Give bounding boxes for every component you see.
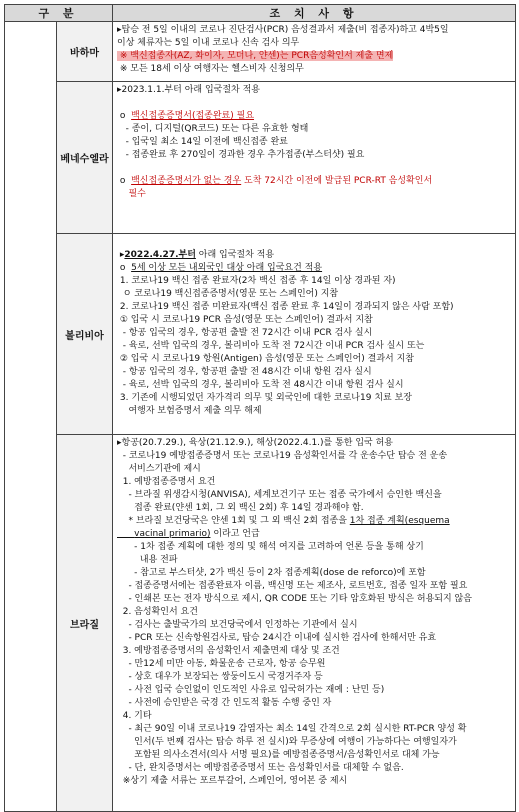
measure-text-segment: ㅇ 코로나19 백신접종증명서(영문 또는 스페인어) 지참: [117, 289, 339, 299]
measure-text-segment: - 단, 완치증명서는 예방접종증명서 또는 음성확인서를 대체할 수 없음.: [117, 763, 404, 773]
country-name: 볼리비아: [57, 234, 113, 435]
measure-line: [117, 175, 511, 188]
measure-text-segment: 1차 접종 계획(esquema: [349, 516, 450, 526]
measure-line: [117, 619, 511, 632]
measure-line: [117, 123, 511, 136]
measure-line: [117, 515, 511, 528]
measure-line: [117, 379, 511, 392]
measure-text-segment: [117, 163, 120, 173]
measure-text-segment: - 육로, 선박 입국의 경우, 볼리비아 도착 전 48시간 이내 항원 검사 실시: [117, 380, 404, 390]
measure-text-segment: ▸항공(20.7.29.), 육상(21.12.9.), 해상(2022.4.1.)를 통한 입국 허용: [117, 438, 393, 448]
measure-text-segment: - 코로나19 예방접종증명서 또는 코로나19 음성확인서를 각 운송수단 탑승 전 운송: [117, 451, 448, 461]
measure-text-segment: 백신접종증명서가 없는 경우: [131, 176, 242, 186]
measure-line: [117, 236, 511, 249]
measure-text-segment: [117, 419, 120, 429]
measure-line: [117, 476, 511, 489]
measure-text-segment: * 브라질 보건당국은 얀센 1회 및 그 외 백신 2회 접종을: [117, 516, 350, 526]
measure-text-segment: 2. 코로나19 백신 접종 미완료자(백신 접종 완료 후 14일이 경과되지 않은 사람 포함): [117, 302, 454, 312]
measure-line: [117, 723, 511, 736]
measure-line: [117, 405, 511, 418]
measure-line: [117, 63, 511, 76]
measure-text-segment: 도착 72시간 이전에 발급된 PCR-RT 음성확인서: [241, 176, 433, 186]
measure-text-segment: 내용 전파: [117, 555, 178, 565]
measure-text-segment: o: [117, 176, 132, 186]
measure-text-segment: ▸2023.1.1.부터 아래 입국절차 적용: [117, 85, 260, 95]
country-measures: [113, 234, 516, 435]
measures-text: [113, 234, 515, 434]
measure-line: [117, 775, 511, 788]
measure-line: [117, 554, 511, 567]
table-row: [5, 234, 516, 435]
measure-line: [117, 606, 511, 619]
measure-line: [117, 149, 511, 162]
measure-text-segment: o: [117, 263, 132, 273]
entry-measures-table: [4, 4, 516, 812]
measure-text-segment: 서비스기관에 제시: [117, 464, 201, 474]
measure-line: [117, 749, 511, 762]
measure-line: [117, 353, 511, 366]
measure-text-segment: 아래 입국절차 적용: [195, 250, 275, 260]
measure-text-segment: ① 입국 시 코로나19 PCR 음성(영문 또는 스페인어) 결과서 지참: [117, 315, 373, 325]
measure-text-segment: - 종이, 디지털(QR코드) 또는 다른 유효한 형태: [117, 124, 309, 134]
measures-header: 조 치 사 항: [113, 5, 516, 22]
measure-text-segment: - 만12세 미만 아동, 화물운송 근로자, 항공 승무원: [117, 659, 326, 669]
measure-line: [117, 502, 511, 515]
country-measures: [113, 435, 516, 812]
country-name: 브라질: [57, 435, 113, 812]
country-name: 바하마: [57, 22, 113, 82]
measure-line: [117, 418, 511, 431]
measure-text-segment: - 검사는 출발국가의 보건당국에서 인정하는 기관에서 실시: [117, 620, 358, 630]
measure-text-segment: - 최근 90일 이내 코로나19 감염자는 최소 14일 간격으로 2회 실시한 RT-PCR 양성 확: [117, 724, 467, 734]
measure-text-segment: 포함된 의사소견서(의사 서명 필요)를 예방접종증명서/음성확인서로 대체 가능: [117, 750, 440, 760]
measure-line: [117, 327, 511, 340]
measure-line: [117, 24, 511, 37]
measure-text-segment: - 인쇄본 또는 전자 방식으로 제시, QR CODE 또는 기타 암호화된 방식은 허용되지 않음: [117, 594, 472, 604]
measures-text: [113, 82, 515, 204]
measure-text-segment: ※ 모든 18세 이상 여행자는 헬스비자 신청의무: [117, 64, 304, 74]
measure-line: [117, 110, 511, 123]
measure-line: [117, 489, 511, 502]
country-measures: [113, 82, 516, 234]
measure-text-segment: 여행자 보험증명서 제출 의무 해제: [117, 406, 262, 416]
measure-line: [117, 366, 511, 379]
measure-line: [117, 528, 511, 541]
measure-line: [117, 580, 511, 593]
measure-text-segment: ② 입국 시 코로나19 항원(Antigen) 음성(영문 또는 스페인어) 결과서 지참: [117, 354, 414, 364]
measures-text: [113, 435, 515, 791]
measure-text-segment: - 항공 입국의 경우, 항공편 출발 전 48시간 이내 항원 검사 실시: [117, 367, 372, 377]
table-row: [5, 435, 516, 812]
measure-line: [117, 84, 511, 97]
measure-line: [117, 710, 511, 723]
measure-text-segment: - 상호 대우가 보장되는 쌍둥이도시 국경거주자 등: [117, 672, 323, 682]
measure-text-segment: - 항공 입국의 경우, 항공편 출발 전 72시간 이내 PCR 검사 실시: [117, 328, 373, 338]
measure-text-segment: 4. 기타: [117, 711, 152, 721]
measure-text-segment: 3. 예방접종증명서의 음성확인서 제출면제 대상 및 조건: [117, 646, 340, 656]
measure-text-segment: - PCR 또는 신속항원검사로, 탑승 24시간 이내에 실시한 검사에 한해서만 유효: [117, 633, 437, 643]
measure-line: [117, 288, 511, 301]
measure-text-segment: 2022.4.27.부터: [124, 250, 196, 260]
table-header-row: [5, 5, 516, 22]
measure-line: [117, 645, 511, 658]
table-row: [5, 82, 516, 234]
measure-text-segment: - 참고로 부스터샷, 2가 백신 등이 2차 접종계획(dose de reforco)에 포함: [117, 568, 426, 578]
measure-text-segment: - 입국일 최소 14일 이전에 백신접종 완료: [117, 137, 288, 147]
measure-line: [117, 188, 511, 201]
measure-line: [117, 275, 511, 288]
measure-line: [117, 671, 511, 684]
measure-line: [117, 437, 511, 450]
measure-line: [117, 50, 511, 63]
measure-text-segment: 이상 체류자는 5일 이내 코로나 신속 검사 의무: [117, 38, 300, 48]
measure-text-segment: - 브라질 위생감시청(ANVISA), 세계보건기구 또는 접종 국가에서 승인한 백신을: [117, 490, 442, 500]
measure-text-segment: [117, 237, 120, 247]
measure-line: [117, 567, 511, 580]
measure-text-segment: 필수: [117, 189, 146, 199]
measure-text-segment: - 사전에 승인받은 국경 간 인도적 활동 수행 중인 자: [117, 698, 332, 708]
measures-text: [113, 22, 515, 79]
measure-line: [117, 162, 511, 175]
measure-line: [117, 97, 511, 110]
measure-line: [117, 340, 511, 353]
measure-text-segment: 이라고 언급: [210, 529, 260, 539]
measure-text-segment: 접종 완료(얀센 1회, 그 외 백신 2회) 후 14일 경과해야 함.: [117, 503, 364, 513]
measure-text-segment: 인서(두 번째 검사는 탑승 하루 전 실시)와 무증상에 여행이 가능하다는 여행일자가: [117, 737, 457, 747]
measure-text-segment: - 육로, 선박 입국의 경우, 볼리비아 도착 전 72시간 이내 PCR 검사 실시 또는: [117, 341, 425, 351]
measure-line: [117, 697, 511, 710]
measure-text-segment: ▸: [117, 250, 125, 260]
measure-line: [117, 301, 511, 314]
measure-text-segment: - 접종완료 후 270일이 경과한 경우 추가접종(부스터샷) 필요: [117, 150, 365, 160]
measure-line: [117, 136, 511, 149]
measure-line: [117, 314, 511, 327]
measure-text-segment: - 사전 입국 승인없이 인도적인 사유로 입국허가는 재예 : 난민 등): [117, 685, 385, 695]
measure-line: [117, 262, 511, 275]
region-blank-cell: [5, 22, 57, 812]
measure-text-segment: 3. 기존에 시행되었던 자가격리 의무 및 외국인에 대한 코로나19 치료 보장: [117, 393, 412, 403]
measure-line: [117, 736, 511, 749]
measure-line: [117, 249, 511, 262]
measure-line: [117, 684, 511, 697]
measure-text-segment: - 접종증명서에는 접종완료자 이름, 백신명 또는 제조사, 로트번호, 접종 일자 포함 필요: [117, 581, 468, 591]
measure-text-segment: 백신접종증명서(접종완료) 필요: [131, 111, 255, 121]
measure-text-segment: vacinal primario): [117, 529, 211, 539]
measure-line: [117, 463, 511, 476]
measure-line: [117, 541, 511, 554]
measure-text-segment: ※ 백신접종자(AZ, 화이자, 모더나, 얀센)는 PCR음성확인서 제출 면제: [117, 51, 394, 61]
measure-line: [117, 632, 511, 645]
measure-line: [117, 593, 511, 606]
measure-text-segment: ※상기 제출 서류는 포르투갈어, 스페인어, 영어본 중 제시: [117, 776, 348, 786]
measure-text-segment: 2. 음성확인서 요건: [117, 607, 198, 617]
measure-text-segment: 5세 이상 모든 내외국인 대상 아래 입국요건 적용: [131, 263, 323, 273]
measure-line: [117, 762, 511, 775]
measure-line: [117, 392, 511, 405]
table-row: [5, 22, 516, 82]
measure-text-segment: 1. 예방접종증명서 요건: [117, 477, 216, 487]
measure-text-segment: - 1차 접종 계획에 대한 정의 및 해석 여지를 고려하여 언론 등을 통해 상기: [117, 542, 424, 552]
measure-text-segment: 1. 코로나19 백신 접종 완료자(2차 백신 접종 후 14일 이상 경과된 자): [117, 276, 396, 286]
country-measures: [113, 22, 516, 82]
measure-text-segment: [117, 98, 120, 108]
measure-text-segment: o: [117, 111, 132, 121]
measure-line: [117, 450, 511, 463]
measure-line: [117, 658, 511, 671]
measure-line: [117, 37, 511, 50]
country-name: 베네수엘라: [57, 82, 113, 234]
category-header: 구 분: [5, 5, 113, 22]
measure-text-segment: ▸탑승 전 5일 이내의 코로나 진단검사(PCR) 음성결과서 제출(비 접종자)하고 4박5일: [117, 25, 449, 35]
